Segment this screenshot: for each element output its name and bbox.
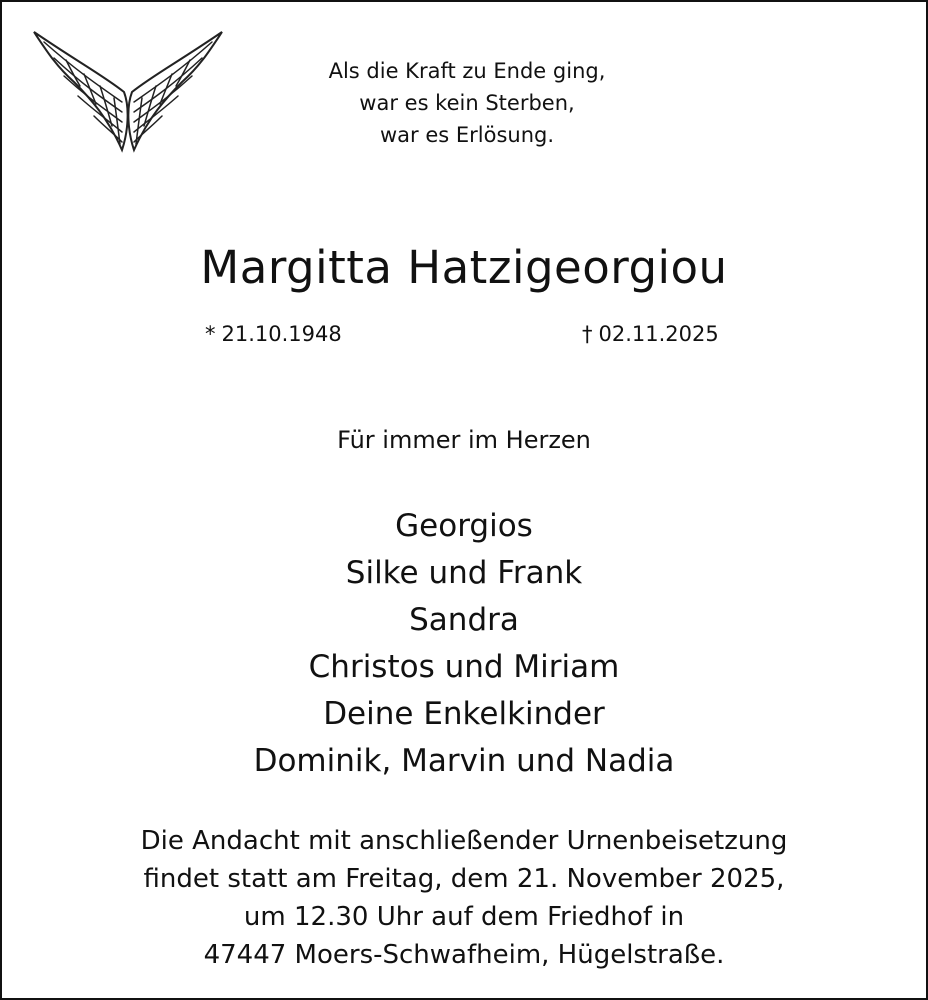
notice-line: 47447 Moers-Schwafheim, Hügelstraße. xyxy=(203,940,725,970)
notice-line: um 12.30 Uhr auf dem Friedhof in xyxy=(243,902,685,932)
birth-date-line xyxy=(205,319,342,349)
birth-date: 21.10.1948 xyxy=(221,322,342,346)
memorial-motto: Für immer im Herzen xyxy=(337,426,591,454)
mourner-name: Silke und Frank xyxy=(345,555,583,591)
left-wing xyxy=(34,32,128,150)
memorial-quote xyxy=(242,55,692,151)
mourner-name: Georgios xyxy=(395,508,533,544)
angel-wings-icon xyxy=(30,28,226,154)
notice-line: Die Andacht mit anschließender Urnenbeisetzung xyxy=(140,826,788,856)
quote-line: Als die Kraft zu Ende ging, xyxy=(328,59,606,83)
right-wing xyxy=(128,32,222,150)
mourner-name: Deine Enkelkinder xyxy=(323,696,605,732)
mourners-list xyxy=(2,503,926,785)
service-notice xyxy=(2,822,926,974)
death-cross-symbol: † xyxy=(582,322,593,346)
quote-line: war es Erlösung. xyxy=(379,123,555,147)
death-date: 02.11.2025 xyxy=(598,322,719,346)
quote-line: war es kein Sterben, xyxy=(359,91,575,115)
mourner-name: Christos und Miriam xyxy=(308,649,620,685)
deceased-name: Margitta Hatzigeorgiou xyxy=(200,241,728,294)
birth-star-symbol: * xyxy=(205,322,216,346)
notice-line: findet statt am Freitag, dem 21. November 2025, xyxy=(143,864,785,894)
mourner-name: Sandra xyxy=(409,602,519,638)
mourner-name: Dominik, Marvin und Nadia xyxy=(253,743,675,779)
death-date-line xyxy=(582,319,719,349)
